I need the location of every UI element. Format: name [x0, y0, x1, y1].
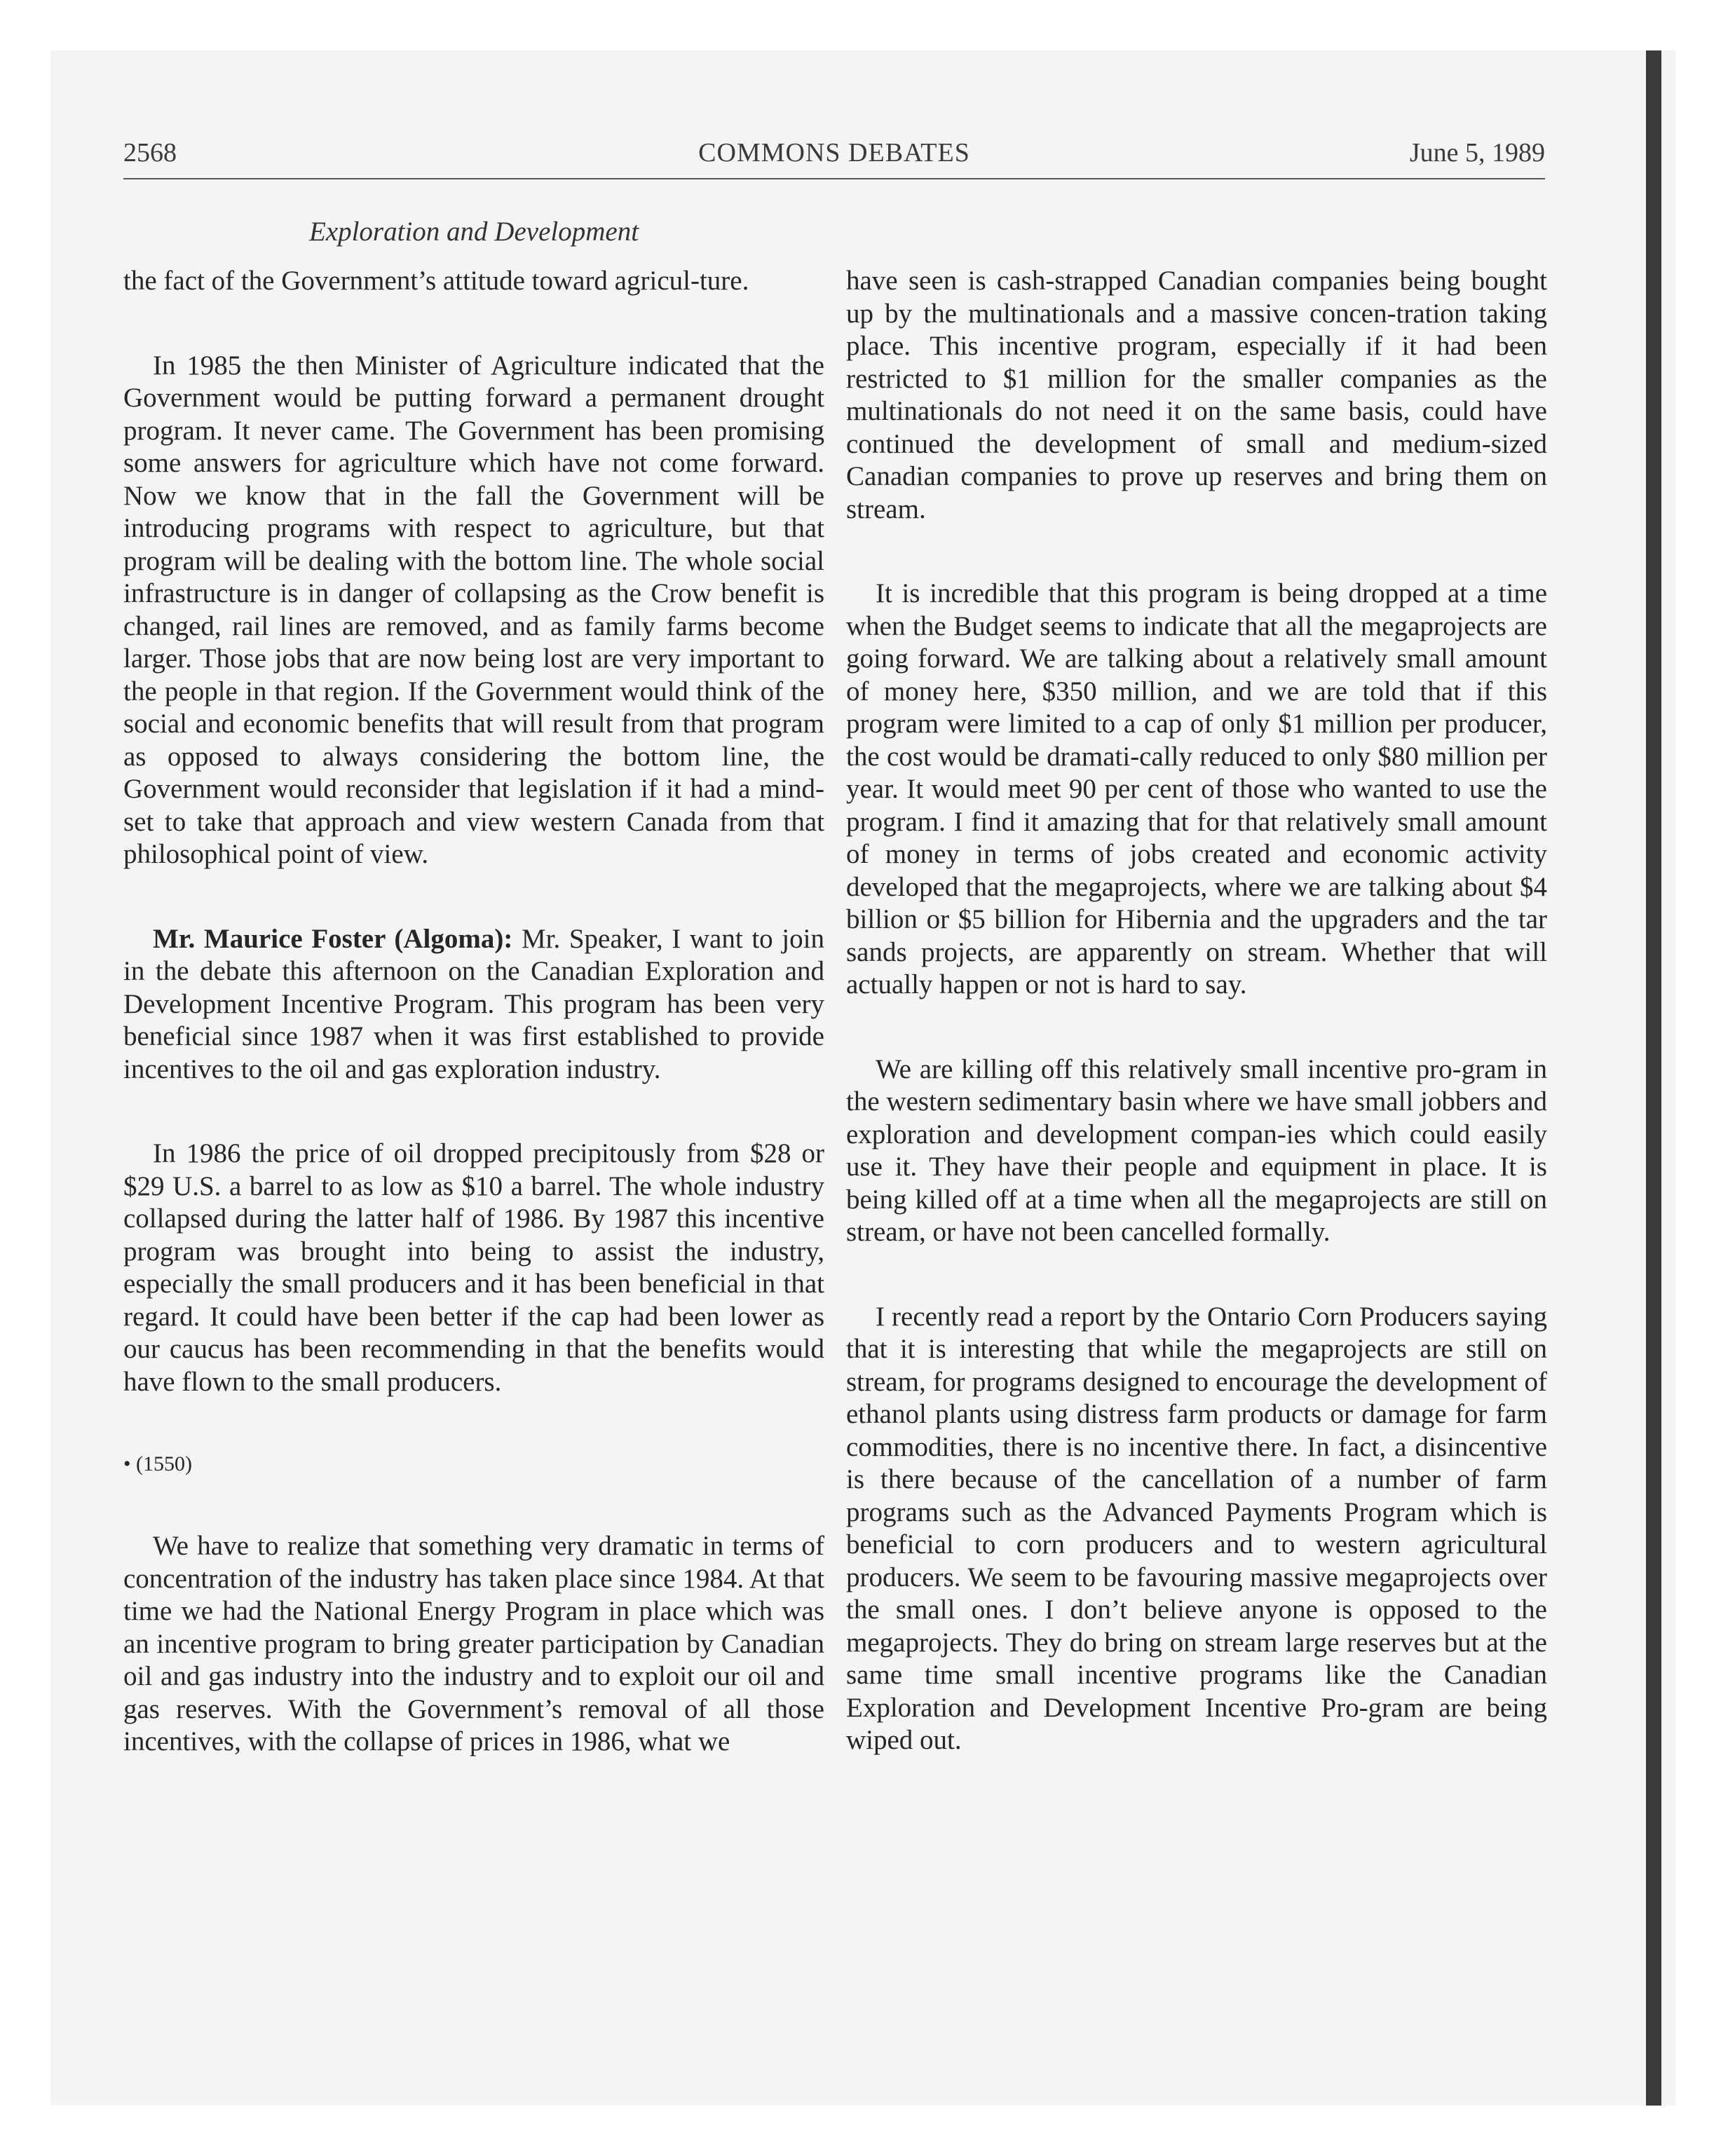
publication-title: COMMONS DEBATES: [698, 138, 970, 168]
page-header: [123, 137, 1545, 177]
section-title: Exploration and Development: [308, 217, 639, 247]
paragraph: It is incredible that this program is being dropped at a time when the Budget seems to indicate that all the megaprojects are going forward. We are talking about a relatively small amount of money here, $350 million, and we are told that if this program were limited to a cap of only $1 million per producer, the cost would be dramati-cally reduced to only $80 million per year. It would meet 90 per cent of those who wanted to use the program. I find it amazing that for that relatively small amount of money in terms of jobs created and economic activity developed that the megaprojects, where we are talking about $4 billion or $5 billion for Hibernia and the upgraders and the tar sands projects, are apparently on stream. Whether that will actually happen or not is hard to say.: [846, 578, 1547, 999]
publication-date: June 5, 1989: [1409, 138, 1545, 168]
paragraph: We have to realize that something very dramatic in terms of concentration of the industry has taken place since 1984. At that time we had the National Energy Program in place which was an incentive program to bring greater participation by Canadian oil and gas industry into the industry and to exploit our oil and gas reserves. With the Government’s removal of all those incentives, with the collapse of prices in 1986, what we: [123, 1531, 824, 1756]
scan-edge-bar: [1646, 50, 1661, 2106]
header-rule: [123, 178, 1545, 179]
paragraph: In 1985 the then Minister of Agriculture indicated that the Government would be putting forward a permanent drought program. It never came. The Government has been promising some answers for agriculture which have not come forward. Now we know that in the fall the Government will be introducing programs with respect to agriculture, but that program will be dealing with the bottom line. The whole social infrastructure is in danger of collapsing as the Crow benefit is changed, rail lines are removed, and as family farms become larger. Those jobs that are now being lost are very important to the people in that region. If the Government would think of the social and economic benefits that will result from that program as opposed to always considering the bottom line, the Government would reconsider that legislation if it had a mind-set to take that approach and view western Canada from that philosophical point of view.: [123, 350, 824, 869]
speaker-name: Mr. Maurice Foster (Algoma):: [153, 923, 513, 954]
page-number: 2568: [123, 138, 177, 168]
left-column: [123, 265, 824, 1810]
paragraph: We are killing off this relatively small incentive pro-gram in the western sedimentary basin where we have small jobbers and exploration and development compan-ies which could easily use it. They have their people and equipment in place. It is being killed off at a time when all the megaprojects are still on stream, or have not been cancelled formally.: [846, 1053, 1547, 1247]
paragraph: I recently read a report by the Ontario Corn Producers saying that it is interesting that while the megaprojects are still on stream, for programs designed to encourage the development of ethanol plants using distress farm products or damage for farm commodities, there is no incentive there. In fact, a disincentive is there because of the cancellation of a number of farm programs such as the Advanced Payments Program which is beneficial to corn producers and to western agricultural producers. We seem to be favouring massive megaprojects over the small ones. I don’t believe anyone is opposed to the megaprojects. They do bring on stream large reserves but at the same time small incentive programs like the Canadian Exploration and Development Incentive Pro-gram are being wiped out.: [846, 1301, 1547, 1755]
paragraph: have seen is cash-strapped Canadian companies being bought up by the multinationals and a massive concen-tration taking place. This incentive program, especially if it had been restricted to $1 million for the smaller companies as the multinationals do not need it on the same basis, could have continued the development of small and medium-sized Canadian companies to prove up reserves and bring them on stream.: [846, 266, 1547, 524]
speaker-text: Mr. Speaker, I want to join in the debate this afternoon on the Canadian Exploration and Development Incentive Program. This program has been very beneficial since 1987 when it was first established to provide incentives to the oil and gas exploration industry.: [123, 923, 824, 1084]
paragraph: the fact of the Government’s attitude toward agricul-ture.: [123, 266, 749, 296]
right-column: [846, 265, 1547, 1809]
speaker-paragraph: [123, 923, 824, 1086]
paragraph: In 1986 the price of oil dropped precipitously from $28 or $29 U.S. a barrel to as low as $10 a barrel. The whole industry collapsed during the latter half of 1986. By 1987 this incentive program was brought into being to assist the industry, especially the small producers and it has been beneficial in that regard. It could have been better if the cap had been lower as our caucus has been recommending in that the benefits would have flown to the small producers.: [123, 1138, 824, 1397]
time-marker: • (1550): [123, 1452, 192, 1475]
